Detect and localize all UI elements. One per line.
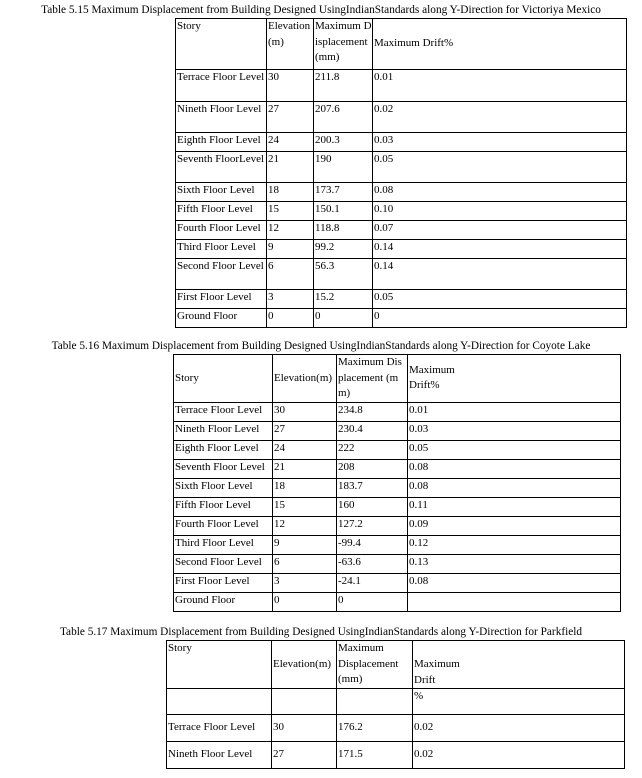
table-cell: 30: [267, 70, 314, 102]
table-row: [167, 742, 625, 769]
table-cell: 0.01: [373, 70, 627, 102]
table-cell: Ground Floor: [176, 309, 267, 328]
table-cell: Second Floor Level: [176, 259, 267, 290]
header-cell: Elevation(m): [272, 641, 337, 689]
table-row: [174, 478, 621, 497]
table-cell: Sixth Floor Level: [174, 478, 273, 497]
table-caption: Table 5.17 Maximum Displacement from Building Designed UsingIndianStandards along Y-Direction for Parkfield: [59, 626, 583, 638]
table-cell: 222: [337, 440, 408, 459]
table-cell: 0: [267, 309, 314, 328]
table-cell: 15.2: [314, 290, 373, 309]
table-cell: 0.02: [413, 742, 625, 769]
table-cell: First Floor Level: [174, 573, 273, 592]
table-cell: 27: [272, 742, 337, 769]
table-cell: 0.11: [408, 497, 621, 516]
table-cell: 24: [273, 440, 337, 459]
table-cell: [272, 689, 337, 715]
table-cell: Third Floor Level: [174, 535, 273, 554]
table-cell: 9: [273, 535, 337, 554]
header-cell: Elevation(m): [267, 19, 314, 70]
table-row: [176, 133, 627, 152]
table-row: [174, 516, 621, 535]
table-row: [176, 221, 627, 240]
table-row: [174, 573, 621, 592]
table-cell: -63.6: [337, 554, 408, 573]
table-cell: 0.01: [408, 402, 621, 421]
table-cell: %: [413, 689, 625, 715]
table-cell: 234.8: [337, 402, 408, 421]
table-cell: 183.7: [337, 478, 408, 497]
table-cell: Fourth Floor Level: [176, 221, 267, 240]
table-row: [174, 459, 621, 478]
table-cell: 127.2: [337, 516, 408, 535]
table-cell: 0.03: [373, 133, 627, 152]
table-cell: Seventh Floor Level: [174, 459, 273, 478]
table-cell: 190: [314, 152, 373, 183]
displacement-table: [166, 640, 625, 769]
header-cell: Maximum Displacement (mm): [337, 355, 408, 403]
table-cell: 21: [267, 152, 314, 183]
table-cell: [167, 689, 272, 715]
table-cell: 12: [267, 221, 314, 240]
table-cell: 118.8: [314, 221, 373, 240]
table-cell: Fourth Floor Level: [174, 516, 273, 535]
table-cell: Second Floor Level: [174, 554, 273, 573]
table-row: [176, 240, 627, 259]
table-cell: 15: [273, 497, 337, 516]
table-cell: Third Floor Level: [176, 240, 267, 259]
table-cell: 9: [267, 240, 314, 259]
table-cell: 0: [314, 309, 373, 328]
table-caption: Table 5.16 Maximum Displacement from Building Designed UsingIndianStandards along Y-Direction for Coyote Lake: [51, 340, 591, 352]
header-cell: Maximum Drift%: [408, 355, 621, 403]
table-cell: 0.08: [408, 478, 621, 497]
table-row: [176, 102, 627, 133]
table-row: [176, 202, 627, 221]
table-cell: -99.4: [337, 535, 408, 554]
header-cell: Maximum Drift: [413, 641, 625, 689]
table-cell: 173.7: [314, 183, 373, 202]
table-cell: 3: [267, 290, 314, 309]
table-cell: 24: [267, 133, 314, 152]
table-cell: 12: [273, 516, 337, 535]
header-cell: Elevation(m): [273, 355, 337, 403]
table-cell: 0.14: [373, 259, 627, 290]
table-cell: 0: [373, 309, 627, 328]
table-row: [176, 152, 627, 183]
table-cell: 0.09: [408, 516, 621, 535]
table-cell: Eighth Floor Level: [176, 133, 267, 152]
table-cell: 6: [267, 259, 314, 290]
table-cell: 0.10: [373, 202, 627, 221]
table-cell: 18: [273, 478, 337, 497]
table-cell: 0.08: [408, 459, 621, 478]
table-cell: 27: [267, 102, 314, 133]
header-cell: Story: [167, 641, 272, 689]
displacement-table: [173, 354, 621, 612]
table-cell: 208: [337, 459, 408, 478]
header-cell: Maximum Displacement(mm): [314, 19, 373, 70]
table-cell: 176.2: [337, 715, 413, 742]
table-cell: 18: [267, 183, 314, 202]
table-cell: 0.05: [408, 440, 621, 459]
table-cell: 171.5: [337, 742, 413, 769]
table-cell: Fifth Floor Level: [176, 202, 267, 221]
table-row: [174, 535, 621, 554]
table-cell: 0.02: [373, 102, 627, 133]
table-row: [176, 183, 627, 202]
table-cell: 207.6: [314, 102, 373, 133]
table-cell: 27: [273, 421, 337, 440]
table-cell: 30: [273, 402, 337, 421]
table-cell: [408, 592, 621, 611]
displacement-table: [175, 18, 627, 328]
table-cell: Eighth Floor Level: [174, 440, 273, 459]
table-cell: 150.1: [314, 202, 373, 221]
table-cell: 0: [337, 592, 408, 611]
table-cell: Sixth Floor Level: [176, 183, 267, 202]
header-cell: Maximum Displacement (mm): [337, 641, 413, 689]
table-cell: 211.8: [314, 70, 373, 102]
table-cell: 0.05: [373, 290, 627, 309]
table-cell: Nineth Floor Level: [176, 102, 267, 133]
table-cell: Terrace Floor Level: [176, 70, 267, 102]
table-cell: Nineth Floor Level: [174, 421, 273, 440]
table-cell: 0.08: [373, 183, 627, 202]
header-cell: Maximum Drift%: [373, 19, 627, 70]
table-cell: Ground Floor: [174, 592, 273, 611]
table-cell: 6: [273, 554, 337, 573]
table-cell: -24.1: [337, 573, 408, 592]
table-cell: Terrace Floor Level: [174, 402, 273, 421]
table-cell: 0.13: [408, 554, 621, 573]
table-cell: First Floor Level: [176, 290, 267, 309]
table-row: [174, 554, 621, 573]
table-cell: 0.07: [373, 221, 627, 240]
header-cell: Story: [176, 19, 267, 70]
table-cell: 0.05: [373, 152, 627, 183]
table-cell: 30: [272, 715, 337, 742]
table-row: [176, 290, 627, 309]
table-row: [174, 497, 621, 516]
table-cell: 56.3: [314, 259, 373, 290]
table-cell: 0.12: [408, 535, 621, 554]
table-cell: 0.03: [408, 421, 621, 440]
table-row: [174, 421, 621, 440]
table-cell: Seventh FloorLevel: [176, 152, 267, 183]
table-cell: 200.3: [314, 133, 373, 152]
table-row: [176, 309, 627, 328]
table-cell: 15: [267, 202, 314, 221]
table-row: [176, 259, 627, 290]
table-cell: 0.14: [373, 240, 627, 259]
table-cell: 3: [273, 573, 337, 592]
header-cell: Story: [174, 355, 273, 403]
table-row: [176, 70, 627, 102]
table-cell: 0: [273, 592, 337, 611]
table-row: [167, 715, 625, 742]
table-caption: Table 5.15 Maximum Displacement from Building Designed UsingIndianStandards along Y-Direction for Victoriya Mexico: [41, 4, 601, 16]
table-cell: 99.2: [314, 240, 373, 259]
table-cell: 21: [273, 459, 337, 478]
table-cell: 0.02: [413, 715, 625, 742]
table-row: [174, 402, 621, 421]
table-row: [174, 592, 621, 611]
table-cell: 0.08: [408, 573, 621, 592]
table-row: [167, 689, 625, 715]
table-row: [174, 440, 621, 459]
table-cell: Nineth Floor Level: [167, 742, 272, 769]
table-cell: 230.4: [337, 421, 408, 440]
table-cell: Fifth Floor Level: [174, 497, 273, 516]
table-cell: Terrace Floor Level: [167, 715, 272, 742]
table-cell: 160: [337, 497, 408, 516]
table-cell: [337, 689, 413, 715]
